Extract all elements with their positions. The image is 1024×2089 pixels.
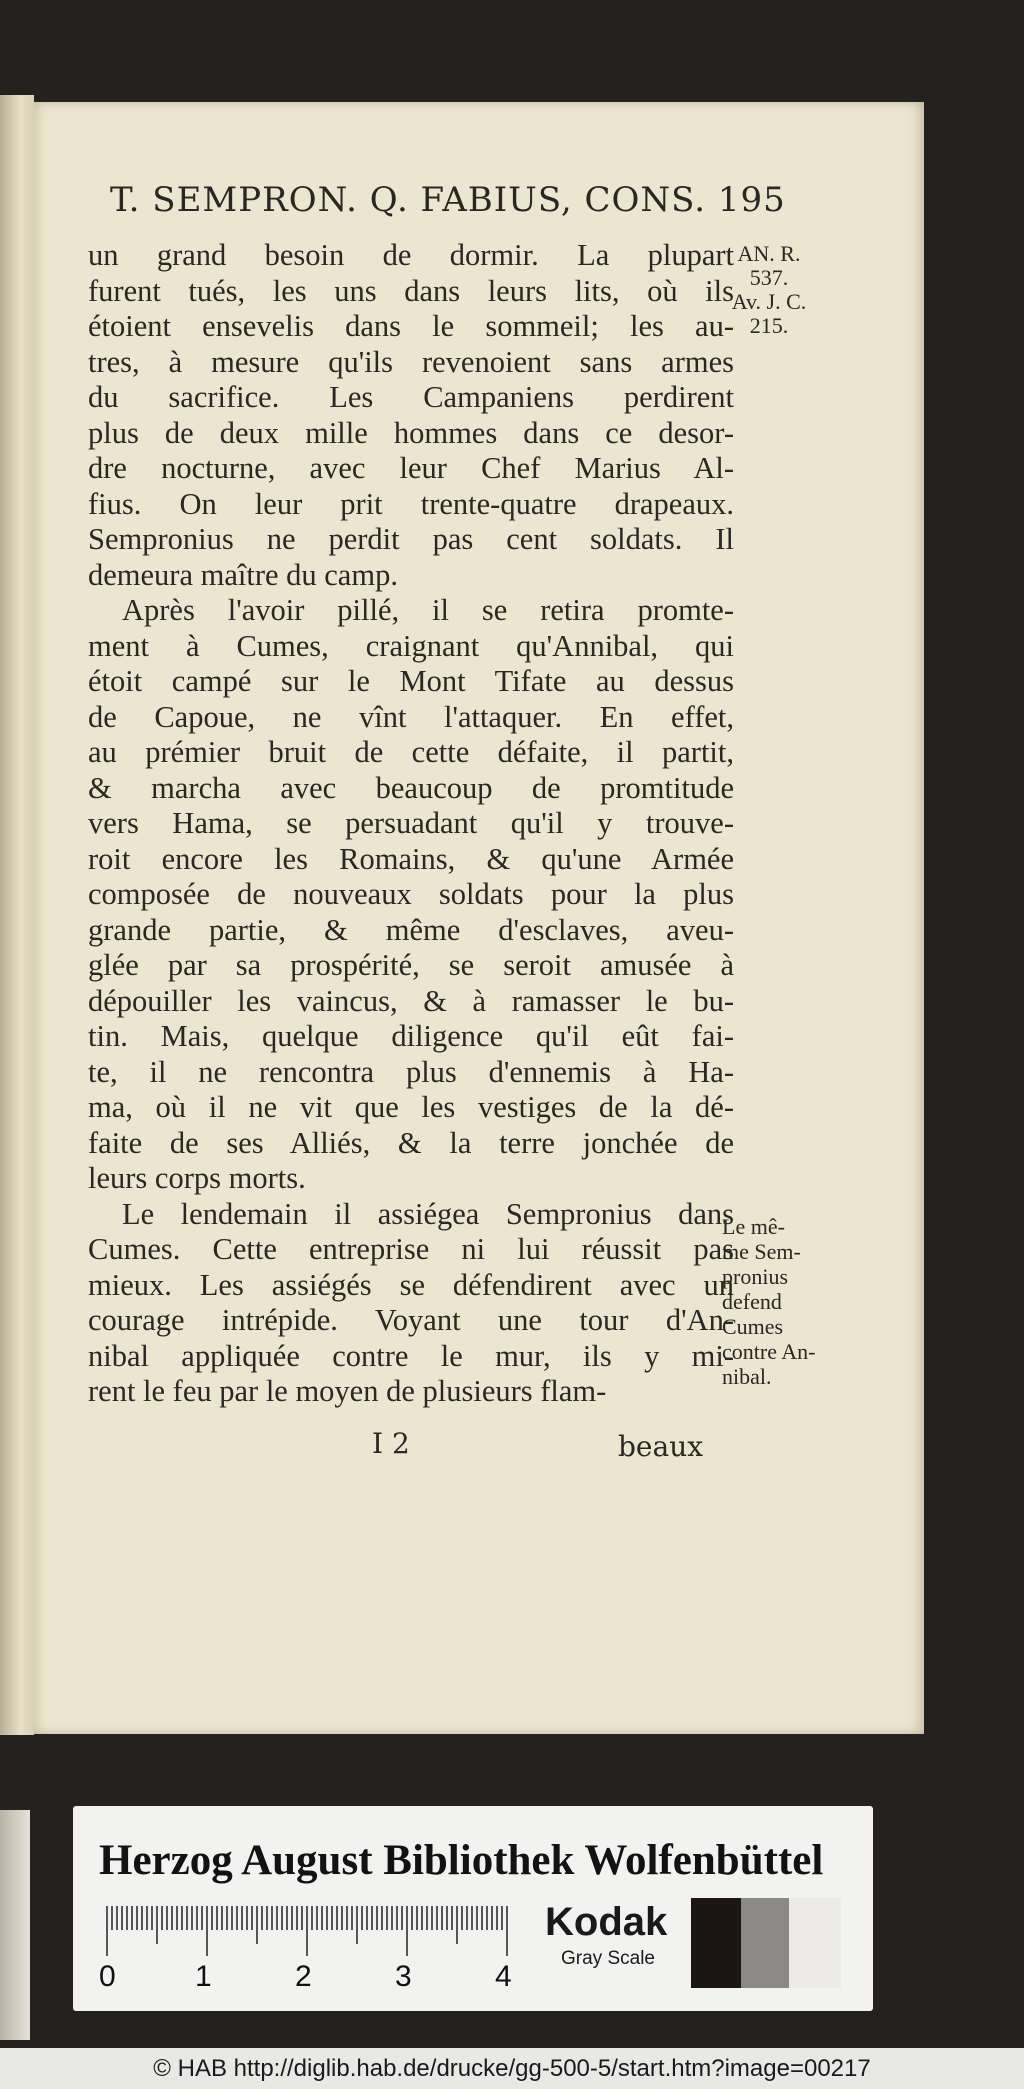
text-line: étoit campé sur le Mont Tifate au dessus	[88, 664, 734, 698]
book-page	[34, 102, 924, 1734]
text-line: courage intrépide. Voyant une tour d'An-	[88, 1303, 734, 1337]
ruler-label-0: 0	[99, 1960, 116, 1993]
text-line: Sempronius ne perdit pas cent soldats. Il	[88, 522, 734, 556]
text-line: grande partie, & même d'esclaves, aveu-	[88, 912, 734, 947]
signature-mark: I 2	[372, 1427, 410, 1460]
text-line: roit encore les Romains, & qu'une Armée	[88, 841, 734, 876]
text-line: faite de ses Alliés, & la terre jonchée de	[88, 1125, 734, 1160]
adjacent-page-edge	[0, 95, 34, 1735]
library-title: Herzog August Bibliothek Wolfenbüttel	[99, 1837, 824, 1884]
scale-ruler	[99, 1904, 514, 1994]
library-color-card	[73, 1806, 873, 2011]
copyright-link[interactable]: © HAB http://diglib.hab.de/drucke/gg-500-5/start.htm?image=00217	[0, 2048, 1024, 2089]
ruler-label-4: 4	[495, 1960, 512, 1993]
text-line: au prémier bruit de cette défaite, il partit,	[88, 735, 734, 769]
text-line: plus de deux mille hommes dans ce desor-	[88, 415, 734, 450]
text-line: Cumes. Cette entreprise ni lui réussit pas	[88, 1232, 734, 1266]
kodak-logo: Kodak	[545, 1900, 668, 1944]
text-line: mieux. Les assiégés se défendirent avec un	[88, 1267, 734, 1302]
catchword: beaux	[618, 1430, 704, 1463]
text-line: de Capoue, ne vînt l'attaquer. En effet,	[88, 699, 734, 734]
text-line: tres, à mesure qu'ils revenoient sans armes	[88, 344, 734, 379]
body-text	[88, 238, 734, 1410]
text-line: fius. On leur prit trente-quatre drapeaux.	[88, 486, 734, 521]
ruler-label-1: 1	[195, 1960, 212, 1993]
gray-swatch-white	[789, 1898, 841, 1988]
ruler-label-2: 2	[295, 1960, 312, 1993]
text-line: te, il ne rencontra plus d'ennemis à Ha-	[88, 1054, 734, 1089]
paragraph	[88, 238, 734, 593]
text-line: composée de nouveaux soldats pour la plus	[88, 877, 734, 911]
text-line: ment à Cumes, craignant qu'Annibal, qui	[88, 628, 734, 663]
kodak-gray-scale-label: Gray Scale	[561, 1948, 655, 1969]
text-line: glée par sa prospérité, se seroit amusée à	[88, 948, 734, 982]
text-line: vers Hama, se persuadant qu'il y trouve-	[88, 806, 734, 840]
gray-swatch-mid	[741, 1898, 789, 1988]
gray-swatch-black	[691, 1898, 741, 1988]
text-line: étoient ensevelis dans le sommeil; les au-	[88, 309, 734, 343]
margin-note-date: AN. R. 537. Av. J. C. 215.	[731, 241, 807, 338]
text-line: nibal appliquée contre le mur, ils y mi-	[88, 1338, 734, 1373]
text-line: Après l'avoir pillé, il se retira promte-	[122, 593, 734, 627]
text-line: ma, où il ne vit que les vestiges de la dé-	[88, 1090, 734, 1124]
adjacent-page-edge-lower	[0, 1810, 30, 2040]
margin-note-sempronius: Le mê- me Sem- pronius defend Cumes contre An- nibal.	[722, 1214, 816, 1389]
paragraph	[88, 593, 734, 1197]
running-head: T. SEMPRON. Q. FABIUS, CONS. 195	[110, 180, 786, 220]
text-line: leurs corps morts.	[88, 1161, 306, 1195]
text-line: tin. Mais, quelque diligence qu'il eût fai-	[88, 1019, 734, 1053]
text-line: un grand besoin de dormir. La plupart	[88, 238, 734, 272]
text-line: Le lendemain il assiégea Sempronius dans	[122, 1196, 734, 1231]
text-line: dépouiller les vaincus, & à ramasser le bu-	[88, 983, 734, 1018]
text-line: du sacrifice. Les Campaniens perdirent	[88, 380, 734, 414]
paragraph	[88, 1197, 734, 1410]
ruler-label-3: 3	[395, 1960, 412, 1993]
text-line: furent tués, les uns dans leurs lits, où ils	[88, 273, 734, 308]
text-line: & marcha avec beaucoup de promtitude	[88, 770, 734, 805]
text-line: dre nocturne, avec leur Chef Marius Al-	[88, 451, 734, 485]
text-line: rent le feu par le moyen de plusieurs flam-	[88, 1374, 607, 1408]
text-line: demeura maître du camp.	[88, 557, 398, 592]
